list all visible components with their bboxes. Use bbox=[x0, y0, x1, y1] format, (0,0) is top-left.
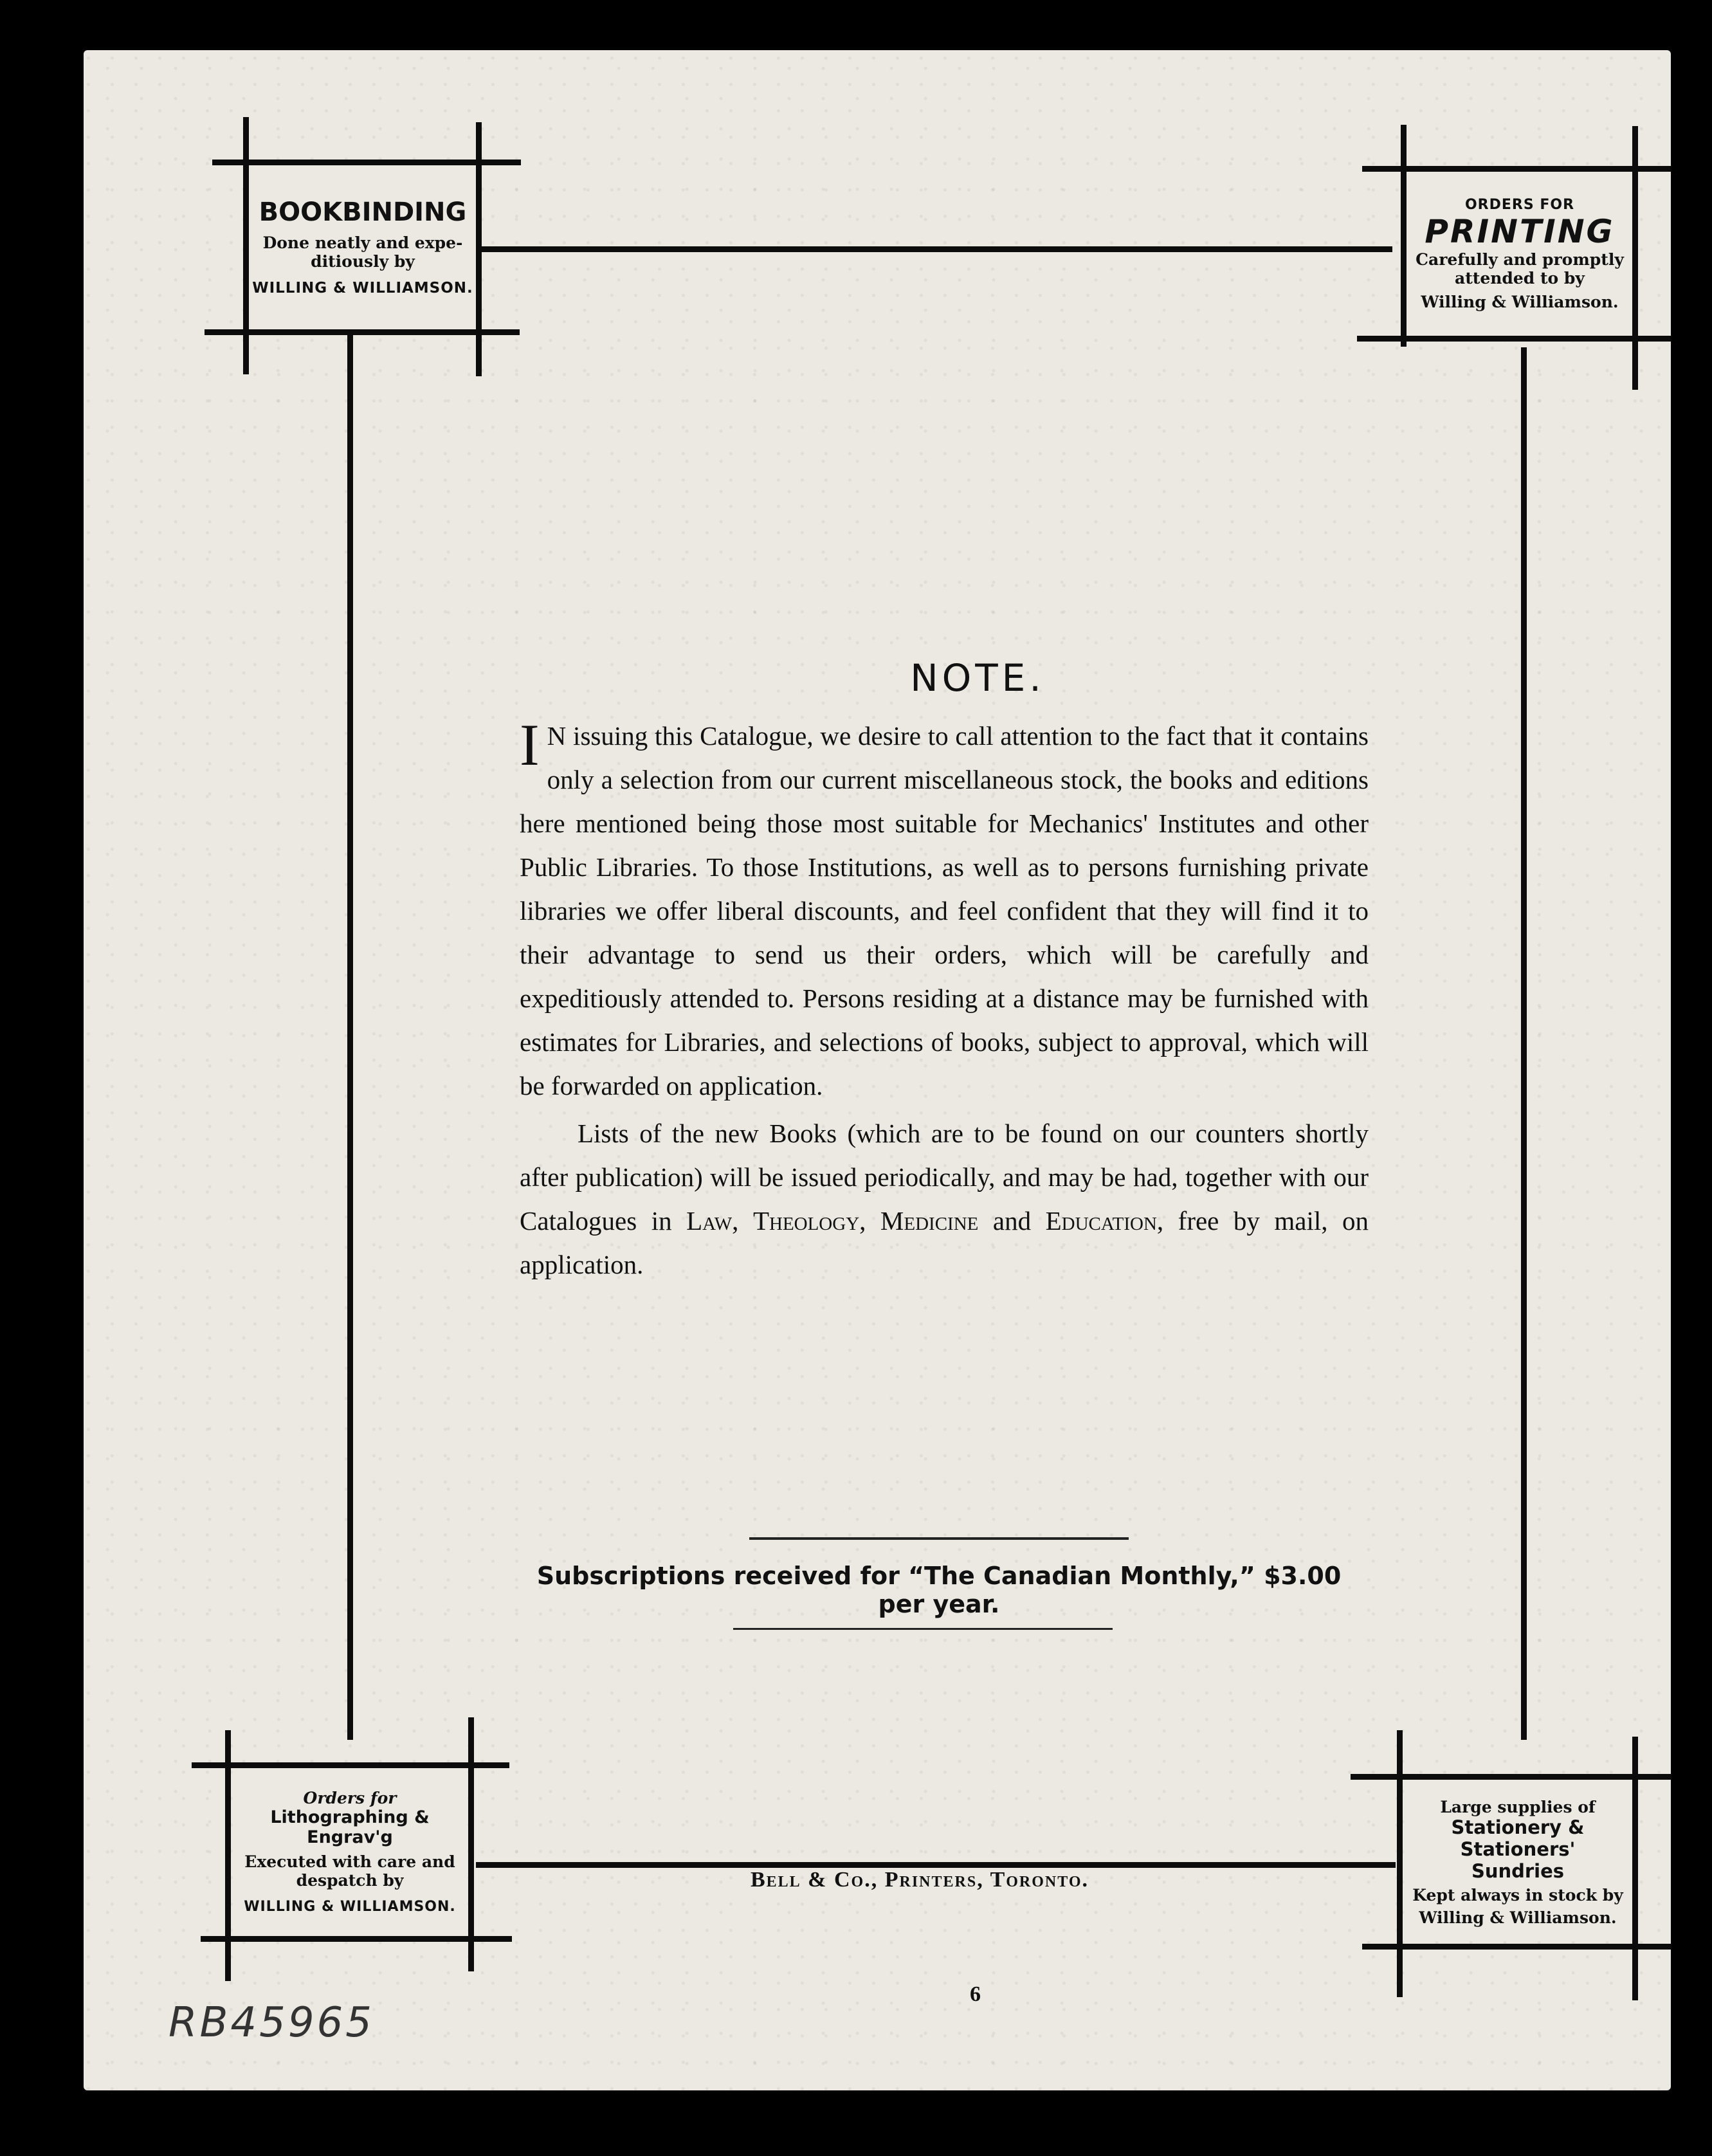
ad-line: ORDERS FOR bbox=[1464, 197, 1575, 213]
note-paragraph-2: Lists of the new Books (which are to be found on our counters shortly after publication) will be issued periodically, and may be had, together with our Catalogues in Law, Theology, Medicine and Education, free by mail, on application. bbox=[520, 1119, 1369, 1279]
ad-heading: Stationery & Stationers' bbox=[1451, 1816, 1585, 1860]
ad-printing bbox=[1410, 175, 1630, 333]
note-title: NOTE. bbox=[910, 656, 1045, 700]
catalogue-law: Law bbox=[686, 1206, 733, 1236]
frame-left-bar bbox=[347, 334, 353, 1740]
paragraph-text: N issuing this Catalogue, we desire to call attention to the fact that it contains only a selection from our current miscellaneous stock, the books and editions here mentioned being those most suitable for Mechanics' Institutes and other Public Libraries. To those Institutions, as well as to persons furnishing private libraries we offer liberal discounts, and feel confident that they will find it to their advantage to send us their orders, which will be carefully and expeditiously attended to. Persons residing at a distance may be furnished with estimates for Libraries, and selections of books, subject to approval, which will be forwarded on application. bbox=[520, 721, 1369, 1101]
tl-ad-bottom-rule bbox=[205, 329, 520, 335]
frame-bottom-bar bbox=[476, 1862, 1396, 1868]
note-paragraph-1 bbox=[520, 714, 1369, 1108]
bl-ad-bottom-rule bbox=[201, 1936, 512, 1942]
ad-heading: PRINTING bbox=[1425, 213, 1615, 250]
ad-bookbinding bbox=[252, 169, 473, 325]
tl-ad-right-post bbox=[476, 122, 482, 376]
br-ad-bottom-rule bbox=[1362, 1944, 1671, 1950]
ad-firm: WILLING & WILLIAMSON. bbox=[244, 1899, 456, 1915]
subscriptions-notice: Subscriptions received for “The Canadian Monthly,” $3.00 per year. bbox=[536, 1562, 1342, 1618]
frame-top-bar bbox=[479, 246, 1392, 252]
ad-firm: WILLING & WILLIAMSON. bbox=[252, 280, 473, 297]
br-ad-right-post bbox=[1632, 1737, 1638, 2000]
tr-ad-left-post bbox=[1401, 125, 1407, 347]
ad-firm: Willing & Williamson. bbox=[1421, 293, 1619, 311]
tr-ad-top-rule bbox=[1362, 166, 1671, 172]
drop-cap: I bbox=[520, 712, 540, 778]
ad-line: Carefully and promptly bbox=[1416, 250, 1624, 269]
note-body bbox=[520, 714, 1369, 1286]
tl-ad-left-post bbox=[243, 117, 249, 374]
ad-line: attended to by bbox=[1455, 269, 1585, 288]
bl-ad-left-post bbox=[225, 1730, 231, 1981]
paragraph-text: , free by mail, on application. bbox=[520, 1206, 1369, 1279]
divider-rule bbox=[749, 1537, 1129, 1540]
ad-line: despatch by bbox=[296, 1871, 404, 1890]
ad-firm: Willing & Williamson. bbox=[1419, 1908, 1617, 1927]
paragraph-text: Lists of the new Books (which are to be found on our counters shortly after publication) will be issued periodically, and may be had, together with our Catalogues in bbox=[520, 1119, 1369, 1236]
tl-ad-top-rule bbox=[212, 160, 521, 165]
frame-right-bar bbox=[1521, 347, 1527, 1740]
ad-heading-2: Sundries bbox=[1471, 1859, 1565, 1882]
printer-imprint: Bell & Co., Printers, Toronto. bbox=[750, 1868, 1089, 1892]
tr-ad-right-post bbox=[1632, 126, 1638, 390]
ad-line: Orders for bbox=[303, 1789, 397, 1807]
ad-heading: Lithographing & Engrav'g bbox=[270, 1807, 430, 1847]
catalogue-education: Education bbox=[1045, 1206, 1157, 1236]
bl-ad-top-rule bbox=[192, 1762, 509, 1768]
divider-rule bbox=[733, 1628, 1113, 1630]
ad-heading: BOOKBINDING bbox=[259, 197, 467, 227]
conjunction: and bbox=[992, 1206, 1032, 1236]
page-number: 6 bbox=[970, 1982, 981, 2006]
ad-line: ditiously by bbox=[311, 252, 415, 271]
ad-lithographing bbox=[234, 1770, 466, 1933]
br-ad-left-post bbox=[1397, 1730, 1403, 1997]
bl-ad-right-post bbox=[468, 1717, 474, 1971]
catalogue-theology: Theology bbox=[752, 1206, 860, 1236]
call-number: RB45965 bbox=[168, 1999, 374, 2047]
catalogue-medicine: Medicine bbox=[880, 1206, 979, 1236]
ad-line: Kept always in stock by bbox=[1412, 1885, 1623, 1905]
ad-line: Done neatly and expe- bbox=[262, 233, 463, 252]
ad-stationery bbox=[1406, 1783, 1630, 1941]
ad-line: Large supplies of bbox=[1440, 1797, 1596, 1816]
ad-line: Executed with care and bbox=[244, 1852, 455, 1871]
